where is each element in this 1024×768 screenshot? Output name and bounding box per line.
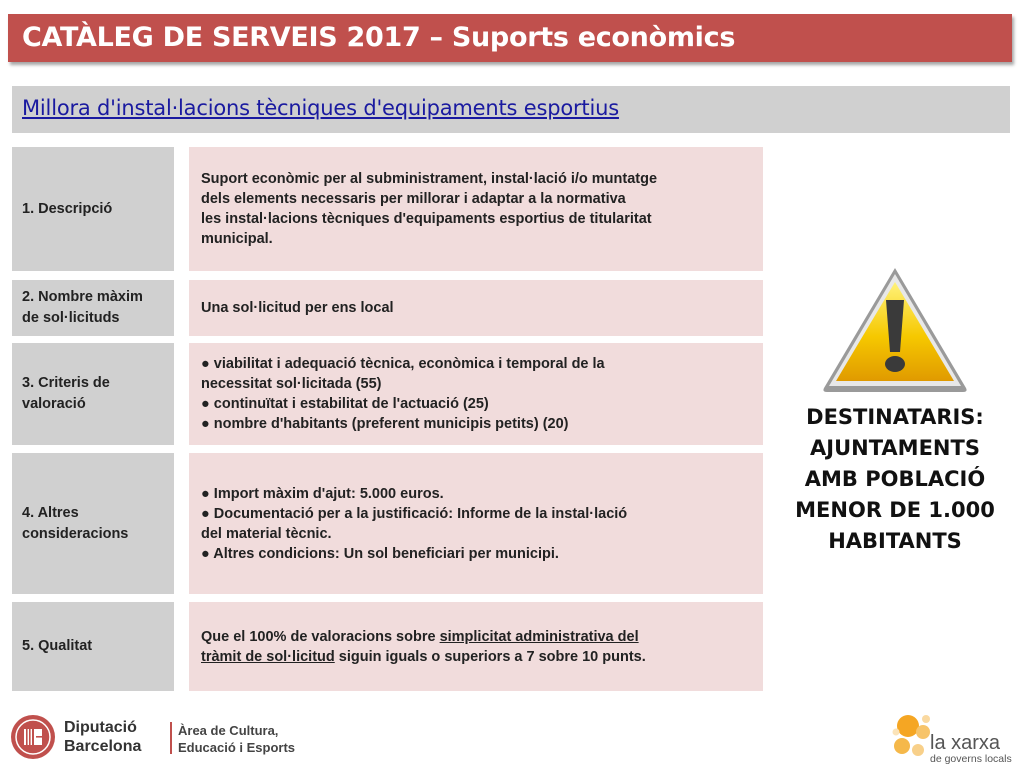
quality-text-underlined: tràmit de sol·licitud (201, 648, 335, 665)
recipients-note (790, 402, 1000, 557)
label-line: consideracions (22, 525, 129, 542)
content-line: ● continuïtat i estabilitat de l'actuació (25) (201, 396, 489, 412)
footer-divider (170, 722, 172, 754)
content-line (201, 627, 751, 647)
subtitle-bar (12, 86, 1010, 133)
recipients-line: AJUNTAMENTS (810, 436, 980, 460)
org-name-line: Barcelona (64, 738, 142, 755)
content-line: les instal·lacions tècniques d'equipaments esportius de titularitat (201, 211, 652, 227)
content-line: ● viabilitat i adequació tècnica, econòmica i temporal de la (201, 356, 605, 372)
xarxa-dots-icon (888, 710, 934, 762)
title-bar (8, 14, 1012, 62)
content-line: ● Altres condicions: Un sol beneficiari per municipi. (201, 545, 559, 562)
label-line: 3. Criteris de (22, 375, 110, 391)
content-line: necessitat sol·licitada (55) (201, 376, 382, 392)
quality-text: siguin iguals o superiors a 7 sobre 10 punts. (334, 648, 646, 665)
service-link[interactable]: Millora d'instal·lacions tècniques d'equipaments esportius (22, 96, 619, 120)
label-line: 1. Descripció (22, 200, 113, 217)
network-name: la xarxa (930, 732, 1001, 754)
warning-triangle-icon (820, 262, 970, 396)
content-line: dels elements necessaris per millorar i adaptar a la normativa (201, 191, 626, 207)
row-label-quality (12, 602, 174, 691)
footer-organization (10, 714, 310, 760)
content-line: del material tècnic. (201, 525, 332, 542)
row-label-max-requests (12, 280, 174, 336)
label-line: valoració (22, 396, 86, 412)
content-line: municipal. (201, 231, 273, 247)
row-label-other (12, 453, 174, 594)
recipients-line: AMB POBLACIÓ (804, 467, 986, 491)
content-line: Una sol·licitud per ens local (201, 300, 394, 316)
row-label-description (12, 147, 174, 271)
row-label-criteria (12, 343, 174, 445)
footer-network-logo (888, 710, 1018, 766)
quality-text: Que el 100% de valoracions sobre (201, 628, 440, 645)
recipients-line: DESTINATARIS: (806, 405, 984, 429)
quality-text-underlined: simplicitat administrativa del (439, 628, 639, 645)
org-name (64, 718, 141, 756)
content-line (201, 647, 751, 667)
area-name (178, 722, 295, 756)
diputacio-seal-icon (10, 714, 56, 760)
row-content-criteria (189, 343, 763, 445)
network-subtitle: de governs locals (930, 753, 1012, 765)
content-line: ● Documentació per a la justificació: Informe de la instal·lació (201, 505, 628, 522)
row-content-description (189, 147, 763, 271)
content-line: ● nombre d'habitants (preferent municipis petits) (20) (201, 416, 569, 432)
label-line: 5. Qualitat (22, 638, 93, 654)
recipients-line: HABITANTS (828, 529, 962, 553)
recipients-line: MENOR DE 1.000 (795, 498, 995, 522)
area-name-line: Educació i Esports (178, 740, 296, 755)
content-line: Suport econòmic per al subministrament, instal·lació i/o muntatge (201, 171, 658, 187)
org-name-line: Diputació (64, 719, 137, 736)
row-content-max-requests (189, 280, 763, 336)
page-title: CATÀLEG DE SERVEIS 2017 – Suports econòmics (22, 22, 736, 53)
label-line: de sol·licituds (22, 310, 120, 326)
area-name-line: Àrea de Cultura, (178, 723, 279, 738)
label-line: 2. Nombre màxim (22, 289, 143, 305)
row-content-quality (189, 602, 763, 691)
label-line: 4. Altres (22, 504, 79, 521)
content-line: ● Import màxim d'ajut: 5.000 euros. (201, 485, 444, 502)
row-content-other (189, 453, 763, 594)
